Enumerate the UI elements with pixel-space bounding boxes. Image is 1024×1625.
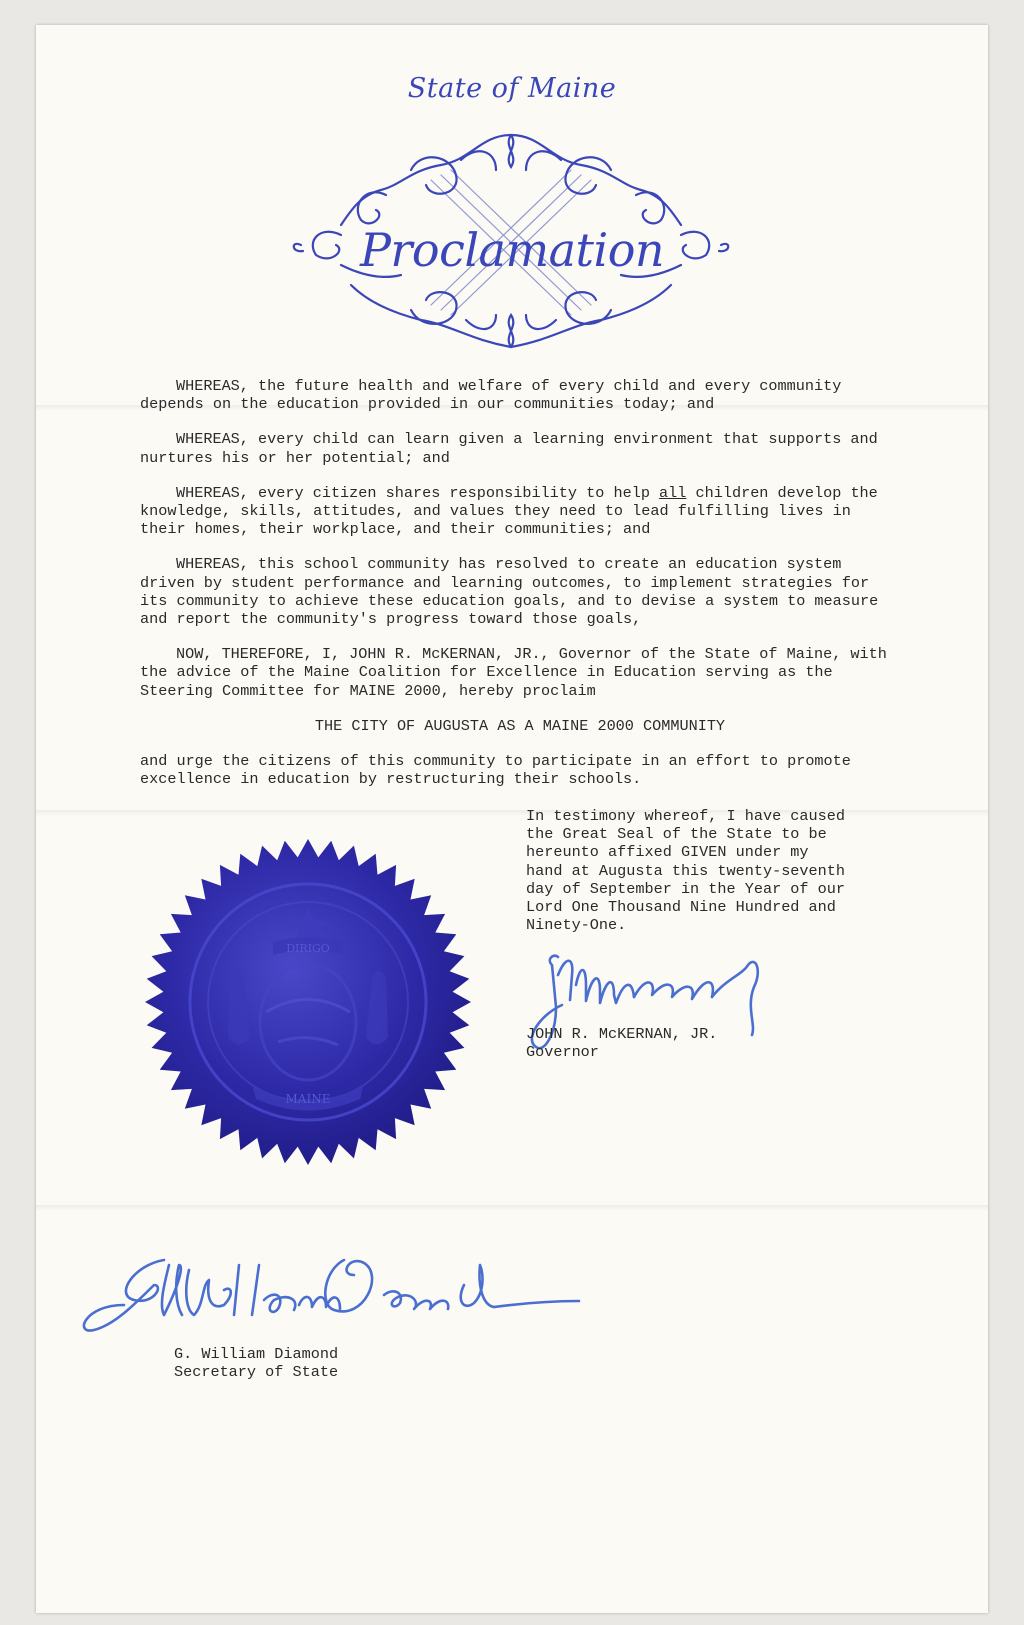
whereas-paragraph: WHEREAS, every citizen shares responsibility to help all children develop the knowledge, skills, attitudes, and values they need to lead fulfilling lives in their homes, their workplace, and their communities; and: [140, 483, 878, 539]
paper-fold: [36, 1205, 988, 1211]
governor-signature-block: [526, 1025, 717, 1061]
whereas-paragraph: WHEREAS, the future health and welfare of every child and every community depends on the education provided in our communities today; and: [140, 377, 842, 414]
proclamation-page: [36, 25, 988, 1613]
proclamation-title: Proclamation: [359, 223, 665, 277]
seal-motto: DIRIGO: [286, 942, 330, 955]
secretary-signature-block: [174, 1345, 338, 1381]
whereas-paragraph: WHEREAS, every child can learn given a learning environment that supports and nurtures his or her potential; and: [140, 430, 878, 467]
whereas-paragraph: WHEREAS, this school community has resolved to create an education system driven by student performance and learning outcomes, to implement strategies for its community to achieve these education goals, and to devise a system to measure and report the community's progress toward those goals,: [140, 555, 879, 629]
proclamation-body: [140, 377, 900, 788]
governor-title: Governor: [526, 1043, 599, 1062]
governor-name: JOHN R. McKERNAN, JR.: [526, 1025, 718, 1043]
seal-name: MAINE: [285, 1092, 331, 1106]
urge-paragraph: and urge the citizens of this community to participate in an effort to promote excellence in education by restructuring their schools.: [140, 752, 851, 789]
secretary-signature-icon: [64, 1245, 584, 1355]
state-heading: State of Maine: [407, 73, 617, 104]
testimony-clause: In testimony whereof, I have caused the Great Seal of the State to be hereunto affixed GIVEN under my hand at Augusta this twenty-seventh day of September in the Year of our Lord One Thousand Nine Hundred and Ninety-One.: [526, 807, 845, 935]
proclaimed-community: THE CITY OF AUGUSTA AS A MAINE 2000 COMMUNITY: [314, 716, 726, 735]
underlined-word: all: [659, 483, 687, 502]
great-seal-icon: [138, 837, 478, 1167]
secretary-title: Secretary of State: [174, 1363, 339, 1382]
secretary-name: G. William Diamond: [174, 1345, 339, 1363]
therefore-paragraph: NOW, THEREFORE, I, JOHN R. McKERNAN, JR., Governor of the State of Maine, with the advice of the Maine Coalition for Excellence in Education serving as the Steering Committee for MAINE 2000, hereby proclaim: [140, 645, 887, 700]
